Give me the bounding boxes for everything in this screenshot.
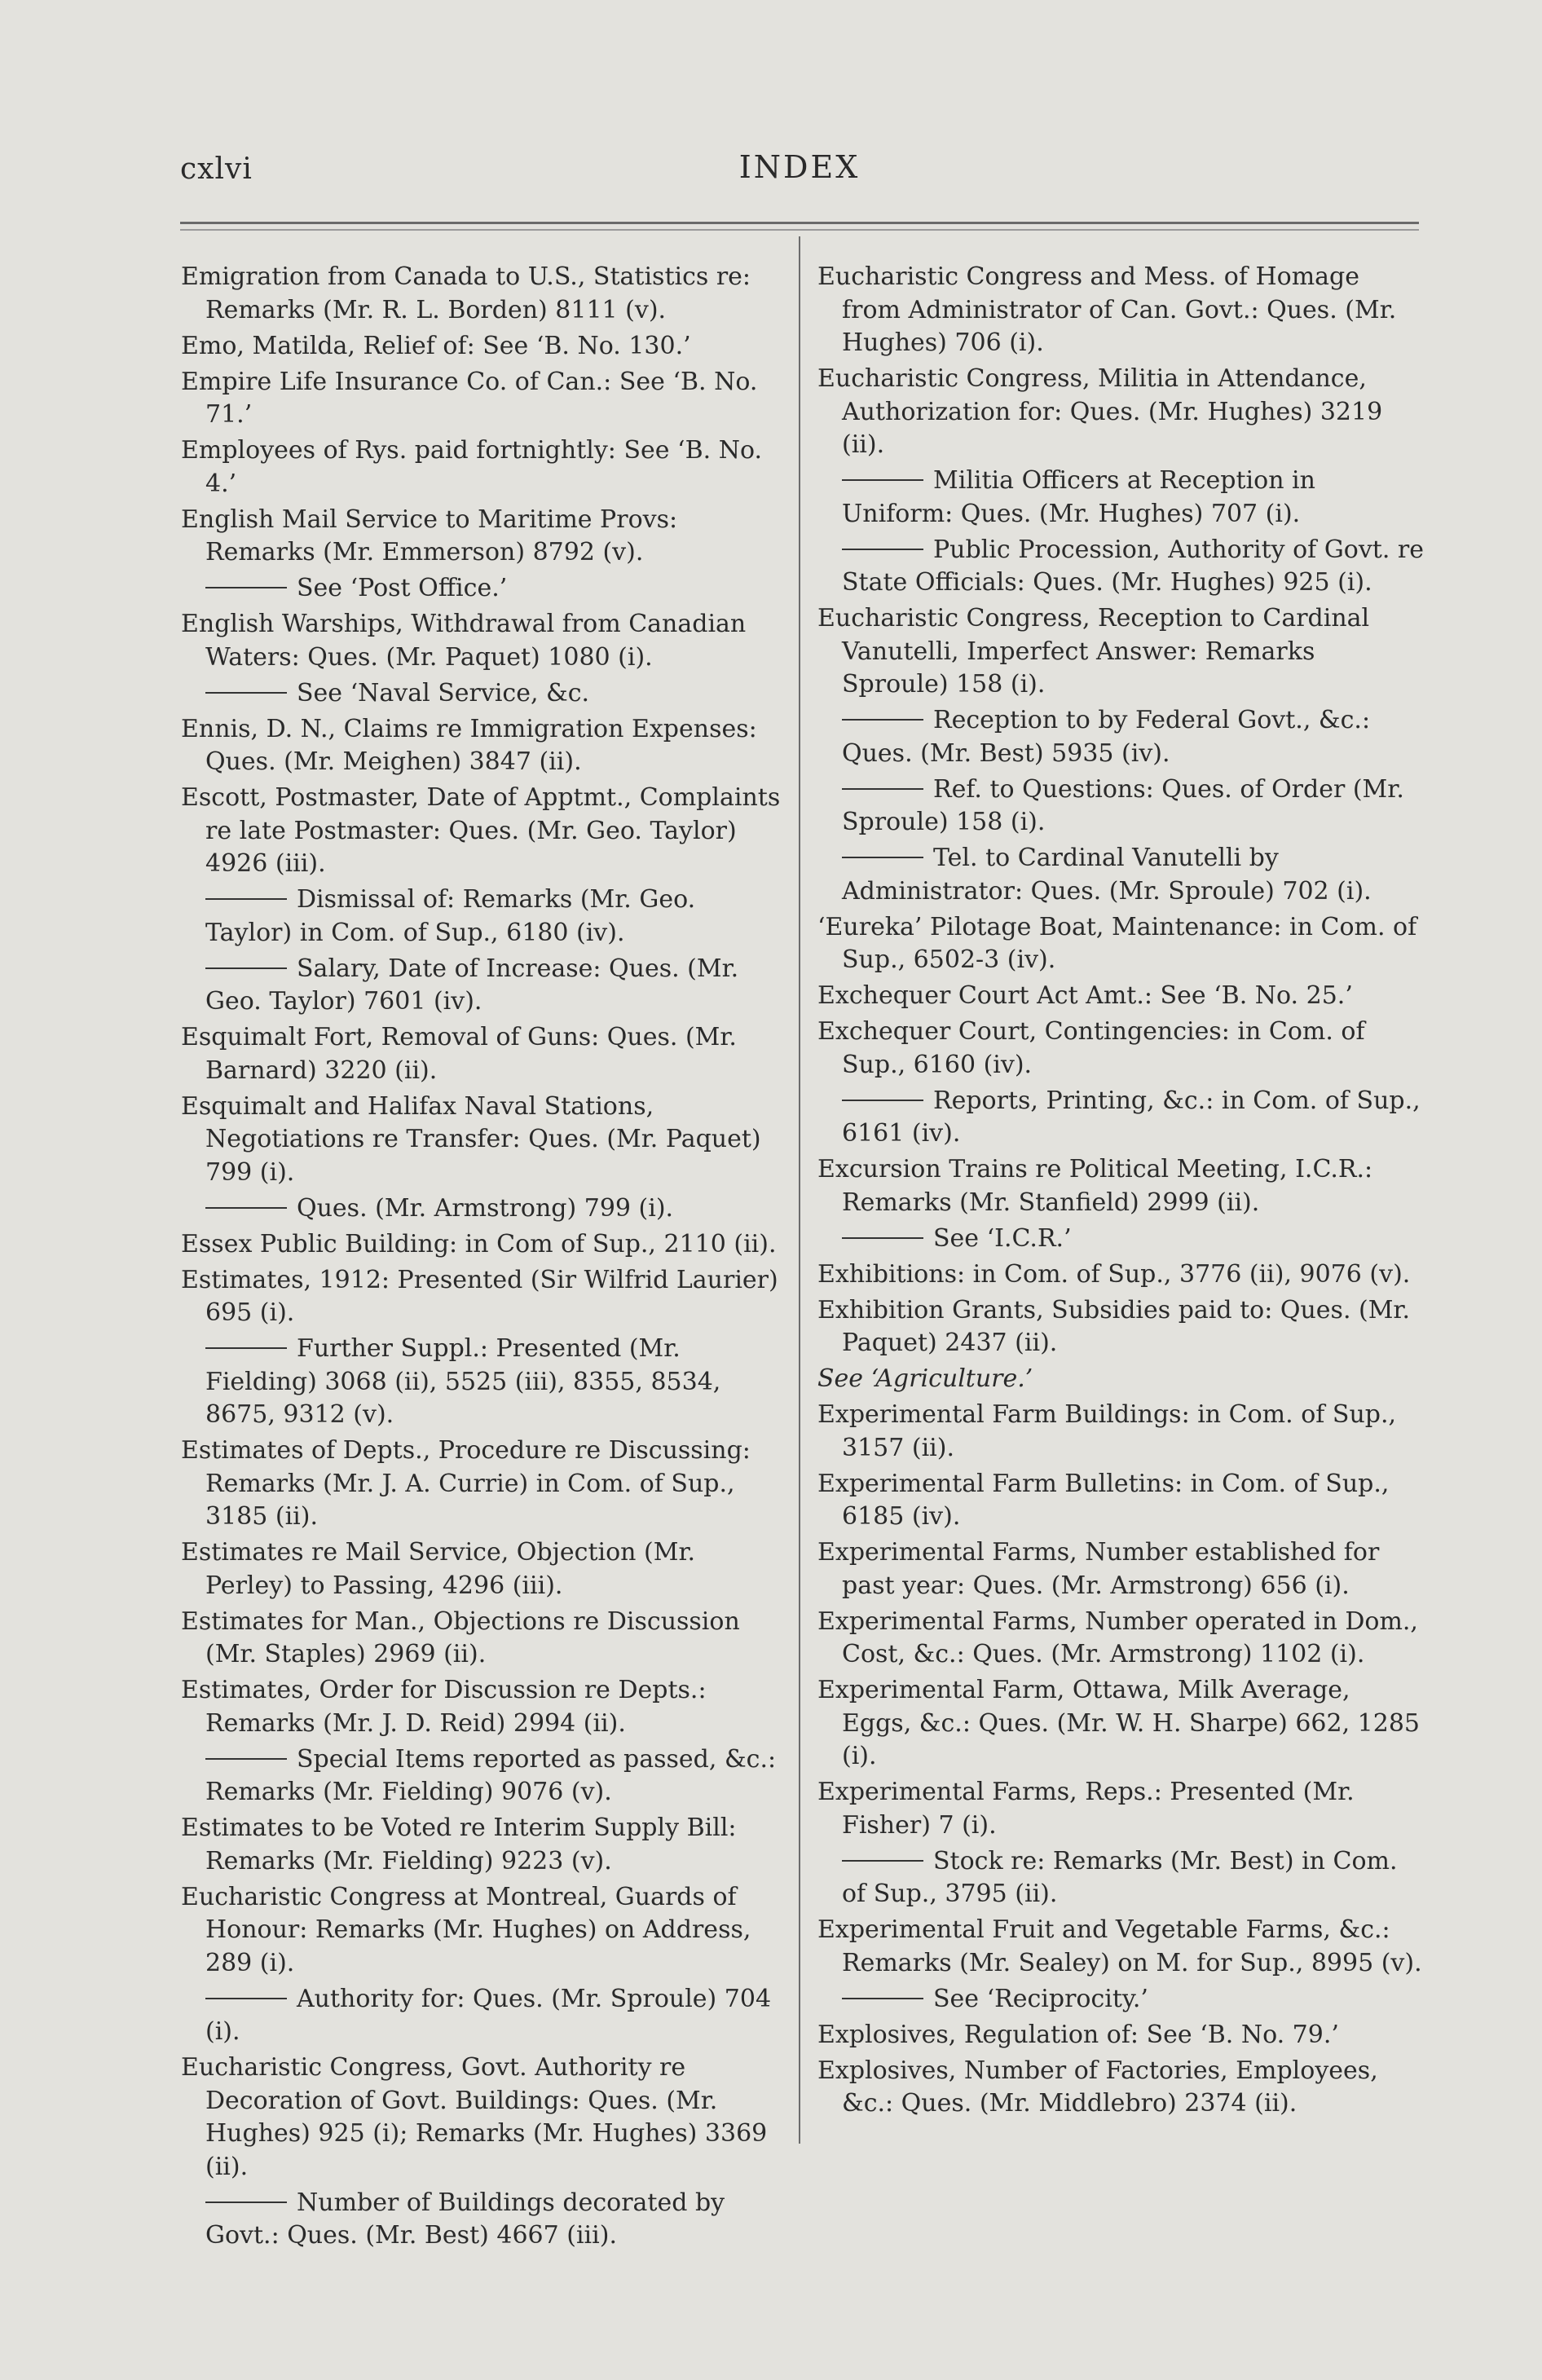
index-entry (181, 1192, 788, 1226)
index-entry-text: See ‘Agriculture.’ (817, 1364, 1033, 1393)
index-entry (181, 434, 788, 500)
index-entry (817, 465, 1425, 531)
ditto-dash (842, 1237, 923, 1239)
index-entry-text: Tel. to Cardinal Vanutelli by Administrator: Ques. (Mr. Sproule) 702 (i). (842, 844, 1372, 906)
index-entry (181, 1228, 788, 1262)
index-entry (181, 330, 788, 364)
ditto-dash (205, 587, 287, 588)
index-entry-text: Estimates for Man., Objections re Discussion (Mr. Staples) 2969 (ii). (181, 1606, 740, 1668)
index-entry-text: Eucharistic Congress, Militia in Attendance, Authorization for: Ques. (Mr. Hughes) 3219 (ii). (817, 364, 1383, 459)
index-entry-text: Salary, Date of Increase: Ques. (Mr. Geo. Taylor) 7601 (iv). (205, 954, 739, 1016)
index-entry-text: Experimental Fruit and Vegetable Farms, &c.: Remarks (Mr. Sealey) on M. for Sup., 8995 (v). (817, 1915, 1422, 1977)
index-entry (817, 774, 1425, 840)
index-entry-text: Experimental Farm, Ottawa, Milk Average, Eggs, &c.: Ques. (Mr. W. H. Sharpe) 662, 1285 (i). (817, 1676, 1421, 1770)
index-entry (817, 911, 1425, 977)
index-entry (817, 704, 1425, 770)
page-header (180, 149, 1419, 198)
index-entry (181, 1881, 788, 1981)
index-entry (181, 1536, 788, 1602)
index-entry (817, 1399, 1425, 1465)
ditto-dash (205, 2202, 287, 2203)
ditto-dash (842, 1860, 923, 1862)
index-entry-text: Explosives, Number of Factories, Employees, &c.: Ques. (Mr. Middlebro) 2374 (ii). (817, 2056, 1378, 2118)
right-column (817, 261, 1425, 2123)
index-entry-text: English Mail Service to Maritime Provs: Remarks (Mr. Emmerson) 8792 (v). (181, 505, 678, 566)
index-entry (817, 2055, 1425, 2121)
index-entry (181, 504, 788, 570)
index-entry (181, 1021, 788, 1087)
index-entry-text: Further Suppl.: Presented (Mr. Fielding) 3068 (ii), 5525 (iii), 8355, 8534, 8675, 9312 (v). (205, 1334, 721, 1429)
index-entry (181, 1743, 788, 1809)
index-entry (817, 1294, 1425, 1360)
index-entry-text: Experimental Farms, Number established for past year: Ques. (Mr. Armstrong) 656 (i). (817, 1538, 1380, 1600)
index-entry-text: Special Items reported as passed, &c.: Remarks (Mr. Fielding) 9076 (v). (205, 1744, 777, 1806)
index-entry (181, 2187, 788, 2253)
index-entry-text: Reports, Printing, &c.: in Com. of Sup., 6161 (iv). (842, 1086, 1421, 1148)
index-entry (817, 602, 1425, 702)
index-entry-text: Experimental Farms, Reps.: Presented (Mr. Fisher) 7 (i). (817, 1778, 1355, 1840)
index-entry-text: Stock re: Remarks (Mr. Best) in Com. of Sup., 3795 (ii). (842, 1846, 1398, 1908)
ditto-dash (205, 1998, 287, 1999)
index-entry (181, 1091, 788, 1190)
index-entry (817, 1674, 1425, 1774)
index-entry-text: Explosives, Regulation of: See ‘B. No. 79.’ (817, 2020, 1339, 2049)
index-entry-text: Eucharistic Congress and Mess. of Homage from Administrator of Can. Govt.: Ques. (Mr. Hughes) 706 (i). (817, 262, 1397, 357)
index-entry-text: See ‘I.C.R.’ (933, 1223, 1072, 1253)
index-entry (181, 1983, 788, 2049)
index-entry-text: Exchequer Court, Contingencies: in Com. of Sup., 6160 (iv). (817, 1017, 1365, 1079)
index-entry-text: Estimates re Mail Service, Objection (Mr. Perley) to Passing, 4296 (iii). (181, 1538, 696, 1600)
index-entry-text: Esquimalt and Halifax Naval Stations, Negotiations re Transfer: Ques. (Mr. Paquet) 799 (i). (181, 1091, 761, 1187)
header-rule (180, 222, 1419, 224)
index-entry-text: Experimental Farm Buildings: in Com. of Sup., 3157 (ii). (817, 1400, 1397, 1462)
index-entry-text: Exhibition Grants, Subsidies paid to: Ques. (Mr. Paquet) 2437 (ii). (817, 1295, 1411, 1357)
index-entry-text: Estimates to be Voted re Interim Supply Bill: Remarks (Mr. Fielding) 9223 (v). (181, 1814, 737, 1875)
index-entry-text: Excursion Trains re Political Meeting, I.C.R.: Remarks (Mr. Stanfield) 2999 (ii). (817, 1155, 1373, 1217)
index-entry-text: English Warships, Withdrawal from Canadian Waters: Ques. (Mr. Paquet) 1080 (i). (181, 610, 747, 672)
index-entry-text: Employees of Rys. paid fortnightly: See ‘B. No. 4.’ (181, 436, 763, 498)
left-column (181, 261, 788, 2255)
ditto-dash (205, 1207, 287, 1209)
index-entry (817, 1606, 1425, 1672)
index-entry (817, 1085, 1425, 1151)
index-entry (817, 261, 1425, 360)
index-entry (817, 1776, 1425, 1842)
index-entry-text: Estimates, Order for Discussion re Depts.: Remarks (Mr. J. D. Reid) 2994 (ii). (181, 1676, 707, 1738)
index-entry-text: ‘Eureka’ Pilotage Boat, Maintenance: in Com. of Sup., 6502-3 (iv). (817, 912, 1417, 974)
index-entry (181, 1333, 788, 1432)
ditto-dash (205, 898, 287, 900)
index-entry-text: Ques. (Mr. Armstrong) 799 (i). (297, 1193, 674, 1223)
index-entry (181, 782, 788, 881)
index-entry-text: Experimental Farms, Number operated in Dom., Cost, &c.: Ques. (Mr. Armstrong) 1102 (i). (817, 1606, 1418, 1668)
index-entry-text: Reception to by Federal Govt., &c.: Ques. (Mr. Best) 5935 (iv). (842, 706, 1371, 768)
index-entry-text: Eucharistic Congress at Montreal, Guards of Honour: Remarks (Mr. Hughes) on Address, 289 (i). (181, 1882, 751, 1977)
index-entry (181, 677, 788, 711)
page-number: cxlvi (180, 152, 253, 186)
ditto-dash (205, 692, 287, 694)
index-entry (181, 1812, 788, 1878)
ditto-dash (842, 1998, 923, 1999)
index-entry-text: Emigration from Canada to U.S., Statistics re: Remarks (Mr. R. L. Borden) 8111 (v). (181, 262, 751, 324)
index-entry (181, 608, 788, 674)
index-entry-text: Empire Life Insurance Co. of Can.: See ‘B. No. 71.’ (181, 367, 758, 429)
index-entry (817, 534, 1425, 600)
index-entry-text: Exhibitions: in Com. of Sup., 3776 (ii), 9076 (v). (817, 1259, 1411, 1289)
index-entry-text: Militia Officers at Reception in Uniform: Ques. (Mr. Hughes) 707 (i). (842, 466, 1315, 528)
index-entry-text: Esquimalt Fort, Removal of Guns: Ques. (Mr. Barnard) 3220 (ii). (181, 1023, 737, 1085)
ditto-dash (205, 1758, 287, 1760)
index-entry (181, 366, 788, 432)
index-entry (817, 1016, 1425, 1082)
index-entry (817, 1223, 1425, 1256)
index-entry-text: Emo, Matilda, Relief of: See ‘B. No. 130.’ (181, 331, 691, 360)
index-entry-text: See ‘Naval Service, &c. (297, 678, 590, 707)
index-entry-text: See ‘Reciprocity.’ (933, 1984, 1148, 2013)
running-head: INDEX (738, 149, 861, 185)
ditto-dash (205, 1347, 287, 1349)
index-entry (817, 1983, 1425, 2016)
index-entry-text: See ‘Post Office.’ (297, 574, 508, 602)
index-entry-text: Eucharistic Congress, Govt. Authority re Decoration of Govt. Buildings: Ques. (Mr. Hughes) 925 (i); Remarks (Mr. Hughes) 3369 (ii). (181, 2053, 768, 2181)
ditto-dash (842, 857, 923, 858)
index-entry-text: Experimental Farm Bulletins: in Com. of Sup., 6185 (iv). (817, 1469, 1390, 1531)
index-entry (817, 980, 1425, 1013)
index-entry (817, 1468, 1425, 1534)
index-entry-text: Essex Public Building: in Com of Sup., 2110 (ii). (181, 1229, 777, 1258)
index-entry (181, 1435, 788, 1534)
ditto-dash (842, 719, 923, 721)
index-entry-text: Ref. to Questions: Ques. of Order (Mr. Sproule) 158 (i). (842, 774, 1404, 836)
ditto-dash (842, 788, 923, 790)
index-entry (817, 842, 1425, 908)
index-entry (181, 572, 788, 606)
ditto-dash (842, 1100, 923, 1101)
index-entry-text: Eucharistic Congress, Reception to Cardinal Vanutelli, Imperfect Answer: Remarks Sproule) 158 (i). (817, 604, 1370, 699)
index-entry (181, 261, 788, 327)
index-entry-text: Escott, Postmaster, Date of Apptmt., Complaints re late Postmaster: Ques. (Mr. Geo. Taylor) 4926 (iii). (181, 783, 781, 878)
index-entry (817, 1363, 1425, 1396)
index-entry-text: Authority for: Ques. (Mr. Sproule) 704 (i). (205, 1984, 772, 2046)
index-entry (181, 713, 788, 779)
index-entry (817, 1845, 1425, 1911)
index-entry-text: Dismissal of: Remarks (Mr. Geo. Taylor) in Com. of Sup., 6180 (iv). (205, 885, 696, 947)
index-entry-text: Estimates, 1912: Presented (Sir Wilfrid Laurier) 695 (i). (181, 1265, 778, 1327)
index-entry (181, 1606, 788, 1672)
index-entry (181, 953, 788, 1019)
index-entry (817, 363, 1425, 462)
index-entry (817, 2019, 1425, 2052)
index-entry (181, 884, 788, 950)
header-rule-secondary (180, 229, 1419, 231)
index-entry (817, 1536, 1425, 1602)
index-entry (181, 1674, 788, 1740)
index-entry-text: Number of Buildings decorated by Govt.: Ques. (Mr. Best) 4667 (iii). (205, 2188, 725, 2250)
ditto-dash (842, 549, 923, 550)
index-entry (817, 1153, 1425, 1219)
ditto-dash (205, 967, 287, 969)
index-entry-text: Estimates of Depts., Procedure re Discussing: Remarks (Mr. J. A. Currie) in Com. of Sup., 3185 (ii). (181, 1436, 751, 1531)
column-divider (799, 236, 800, 2144)
index-entry-text: Public Procession, Authority of Govt. re State Officials: Ques. (Mr. Hughes) 925 (i). (842, 535, 1425, 597)
index-entry-text: Ennis, D. N., Claims re Immigration Expenses: Ques. (Mr. Meighen) 3847 (ii). (181, 714, 757, 776)
index-entry (817, 1914, 1425, 1980)
index-entry (817, 1258, 1425, 1292)
index-entry (181, 1264, 788, 1330)
index-entry (181, 2052, 788, 2184)
ditto-dash (842, 479, 923, 481)
index-entry-text: Exchequer Court Act Amt.: See ‘B. No. 25.’ (817, 981, 1353, 1010)
